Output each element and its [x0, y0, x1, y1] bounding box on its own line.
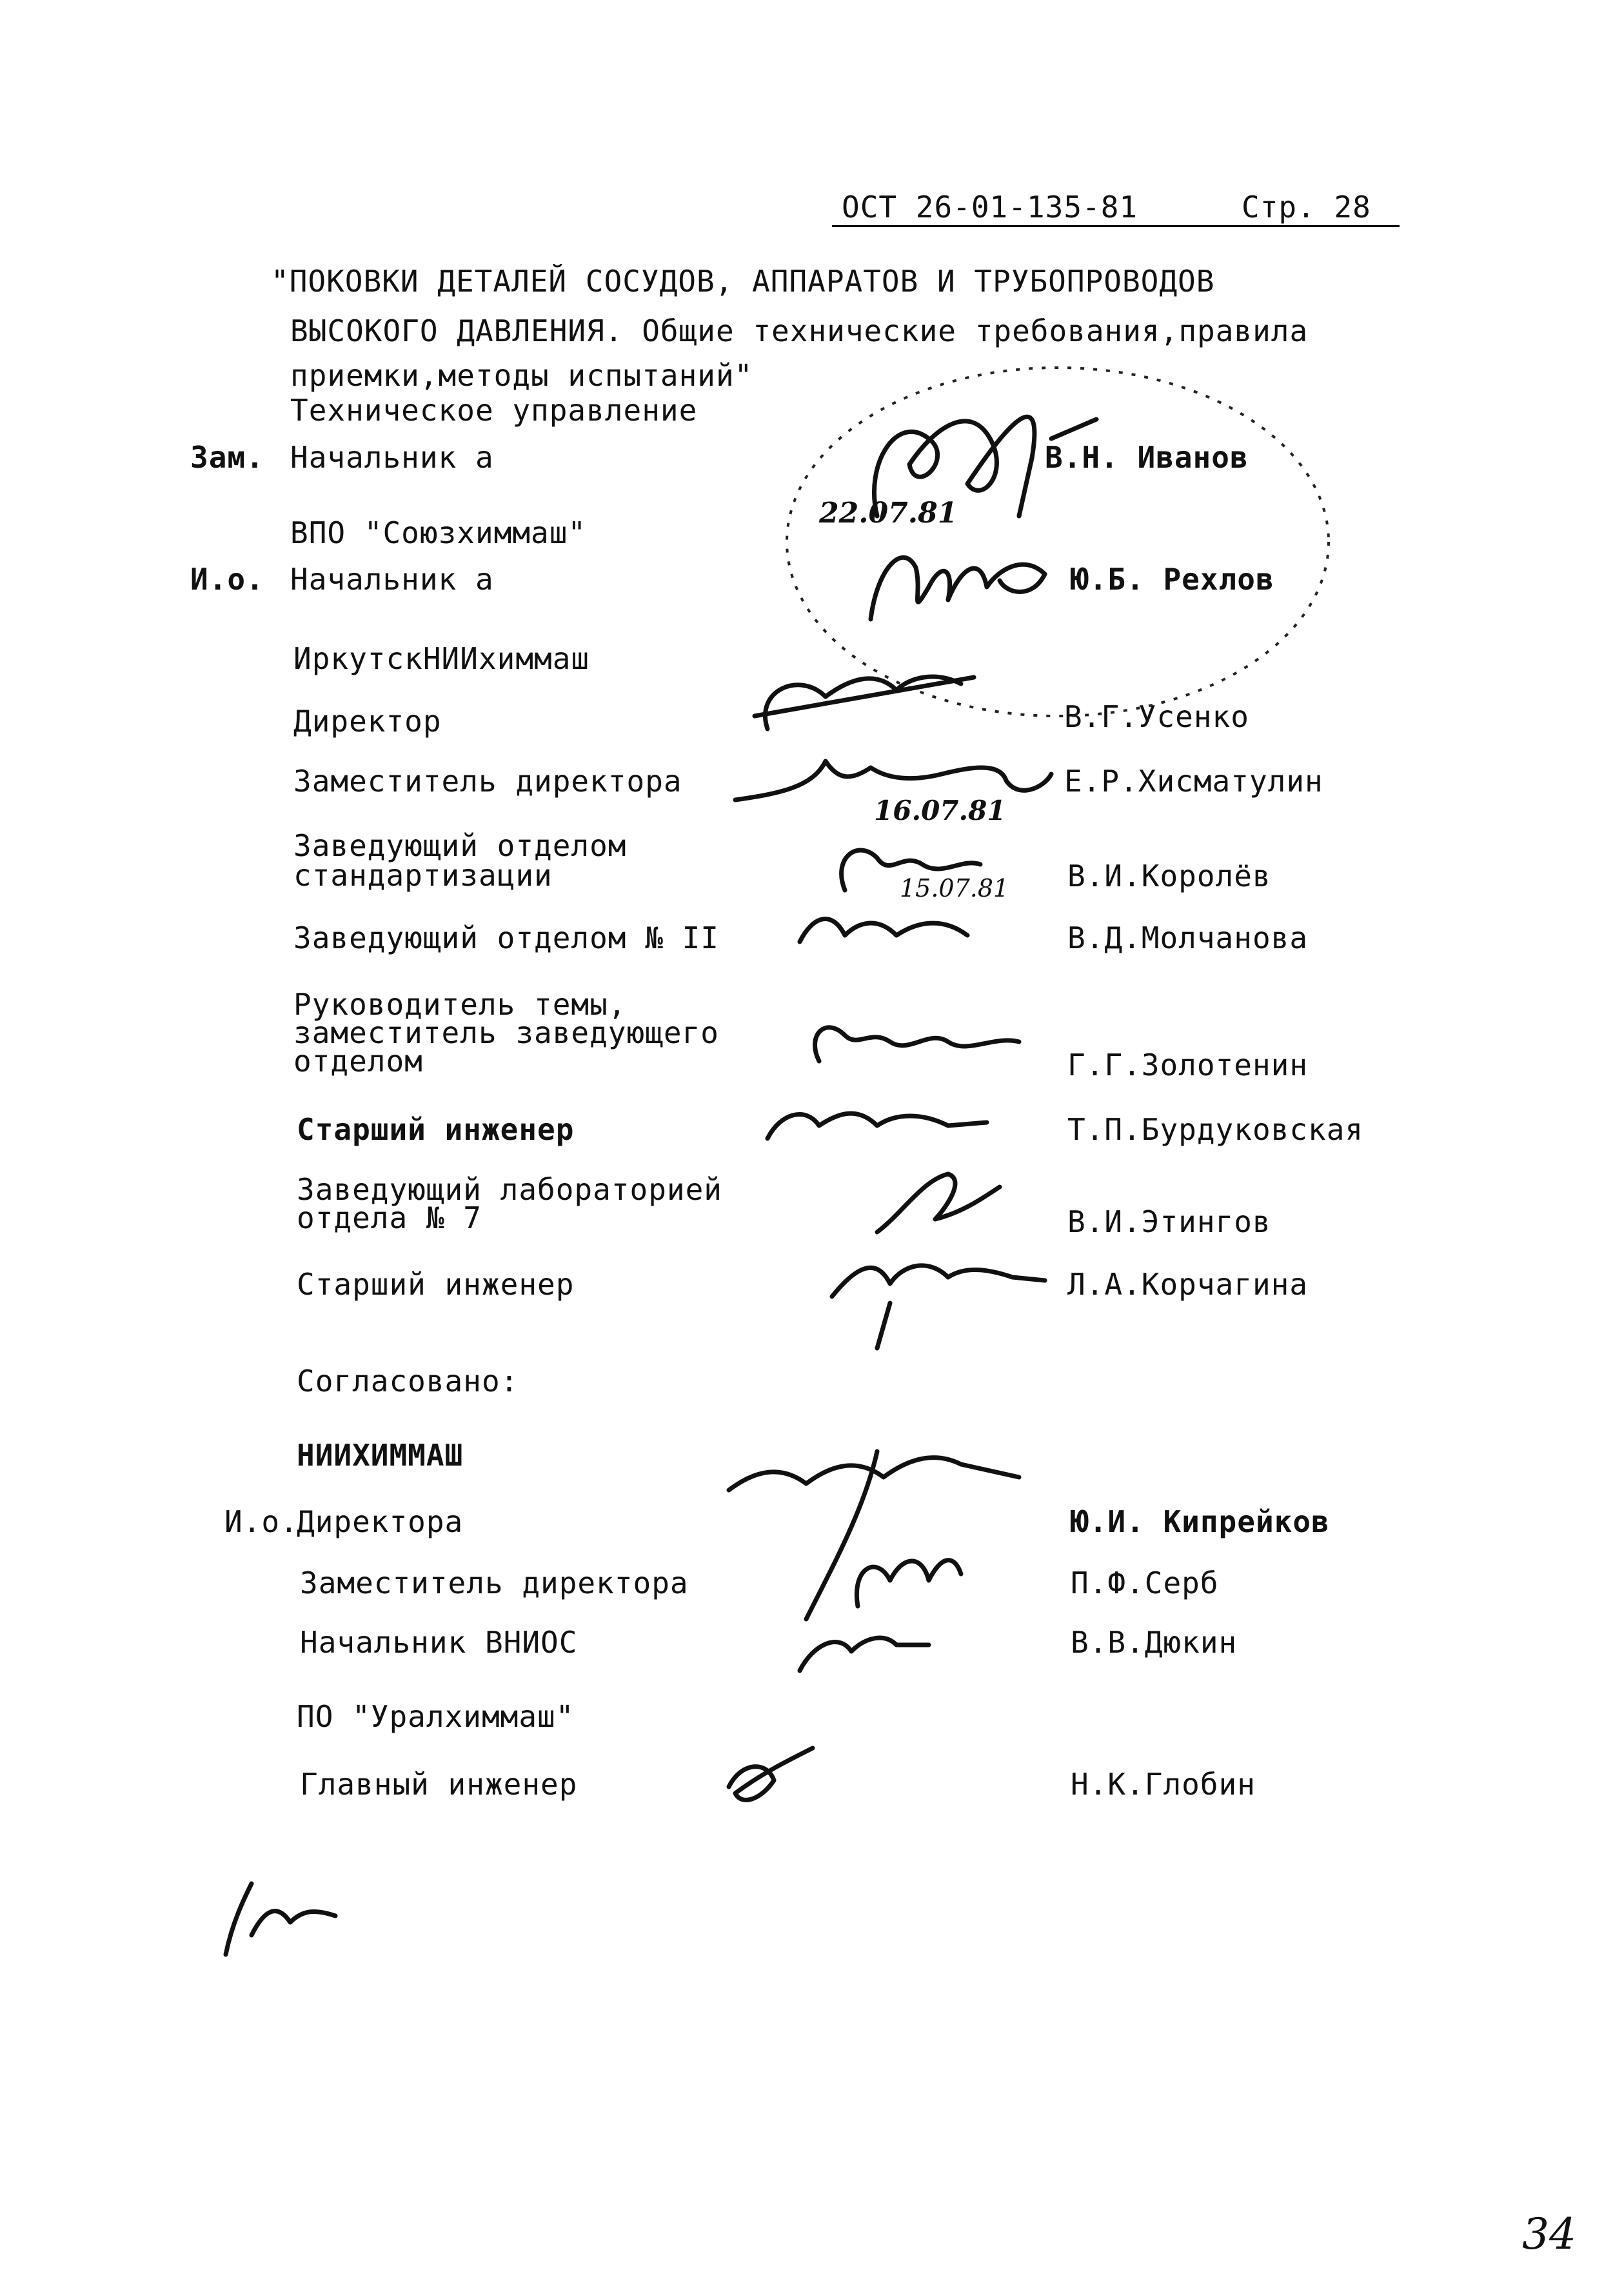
name-globin: Н.К.Глобин: [1071, 1767, 1256, 1802]
header-underline: [832, 225, 1400, 227]
name-kipreykov: Ю.И. Кипрейков: [1071, 1504, 1330, 1539]
name-dyukin: В.В.Дюкин: [1071, 1625, 1238, 1660]
name-ivanov: В.Н. Иванов: [1045, 440, 1249, 475]
signature-icon: [716, 1735, 832, 1819]
role-deputy-director-2: Заместитель директора: [300, 1566, 689, 1600]
name-etingov: В.И.Этингов: [1067, 1204, 1271, 1239]
agreed-label: Согласовано:: [297, 1364, 519, 1398]
prefix-io-2: И.о.: [224, 1504, 299, 1539]
signature-icon: [755, 1093, 1000, 1151]
title-line-2: ВЫСОКОГО ДАВЛЕНИЯ. Общие технические требования,правила: [290, 313, 1309, 348]
signature-icon: [845, 1542, 974, 1619]
name-khismatulin: Е.Р.Хисматулин: [1064, 764, 1323, 799]
signature-icon: [787, 903, 993, 955]
org-soyuzkhimmash: ВПО "Союзхиммаш": [290, 515, 587, 550]
prefix-io-1: И.о.: [190, 562, 264, 597]
signature-icon: [787, 1613, 935, 1684]
org-irkutsk: ИркутскНИИхиммаш: [293, 641, 590, 676]
handwritten-date-1: 22.07.81: [819, 497, 958, 530]
title-line-1: "ПОКОВКИ ДЕТАЛЕЙ СОСУДОВ, АППАРАТОВ И ТРУБОПРОВОДОВ: [271, 264, 1215, 299]
signature-icon: [206, 1871, 348, 1967]
role-head-dept-11: Заведующий отделом № II: [293, 921, 719, 955]
signature-icon: [722, 742, 1058, 826]
name-usenko: В.Г.Усенко: [1064, 699, 1249, 734]
name-rekhlov: Ю.Б. Рехлов: [1071, 562, 1274, 597]
role-acting-director: Директора: [297, 1504, 464, 1539]
name-korolev: В.И.Королёв: [1067, 859, 1271, 893]
standard-number: ОСТ 26-01-135-81: [842, 190, 1138, 224]
title-line-3: приемки,методы испытаний": [290, 358, 753, 393]
name-serb: П.Ф.Серб: [1071, 1566, 1219, 1600]
role-chief-1: Начальник а: [290, 440, 494, 475]
name-korchagina: Л.А.Корчагина: [1067, 1267, 1309, 1302]
signature-icon: [800, 1010, 1045, 1080]
role-deputy-director: Заместитель директора: [293, 764, 682, 799]
org-niikhimmash: НИИХИММАШ: [297, 1438, 464, 1473]
name-molchanova: В.Д.Молчанова: [1067, 921, 1309, 955]
role-chief-engineer: Главный инженер: [300, 1767, 578, 1802]
signature-icon: [819, 1239, 1058, 1355]
page-number: Стр. 28: [1242, 190, 1371, 224]
handwritten-date-3: 15.07.81: [900, 874, 1009, 902]
prefix-zam: Зам.: [190, 440, 264, 475]
role-head-lab: Заведующий лабораторией отдела № 7: [297, 1172, 722, 1235]
signature-icon: [819, 832, 1000, 903]
name-zolotenin: Г.Г.Золотенин: [1067, 1048, 1309, 1082]
name-burdukovskaya: Т.П.Бурдуковская: [1067, 1112, 1364, 1147]
signature-icon: [729, 652, 1000, 748]
signature-icon: [832, 529, 1077, 626]
handwritten-date-2: 16.07.81: [874, 795, 1006, 826]
role-head-standardization: Заведующий отделом стандартизации: [293, 828, 627, 893]
role-head-vnios: Начальник ВНИОС: [300, 1625, 578, 1660]
role-chief-2: Начальник а: [290, 562, 494, 597]
tech-dept: Техническое управление: [290, 393, 698, 428]
role-topic-lead: Руководитель темы, заместитель заведующего отделом: [293, 987, 719, 1079]
org-uralkhimmash: ПО "Уралхиммаш": [297, 1699, 575, 1734]
role-senior-engineer-1: Старший инженер: [297, 1112, 575, 1147]
signature-icon: [864, 1161, 1032, 1245]
role-director: Директор: [293, 704, 442, 739]
signature-icon: [838, 387, 1109, 529]
role-senior-engineer-2: Старший инженер: [297, 1267, 575, 1302]
sheet-number: 34: [1522, 2209, 1576, 2259]
